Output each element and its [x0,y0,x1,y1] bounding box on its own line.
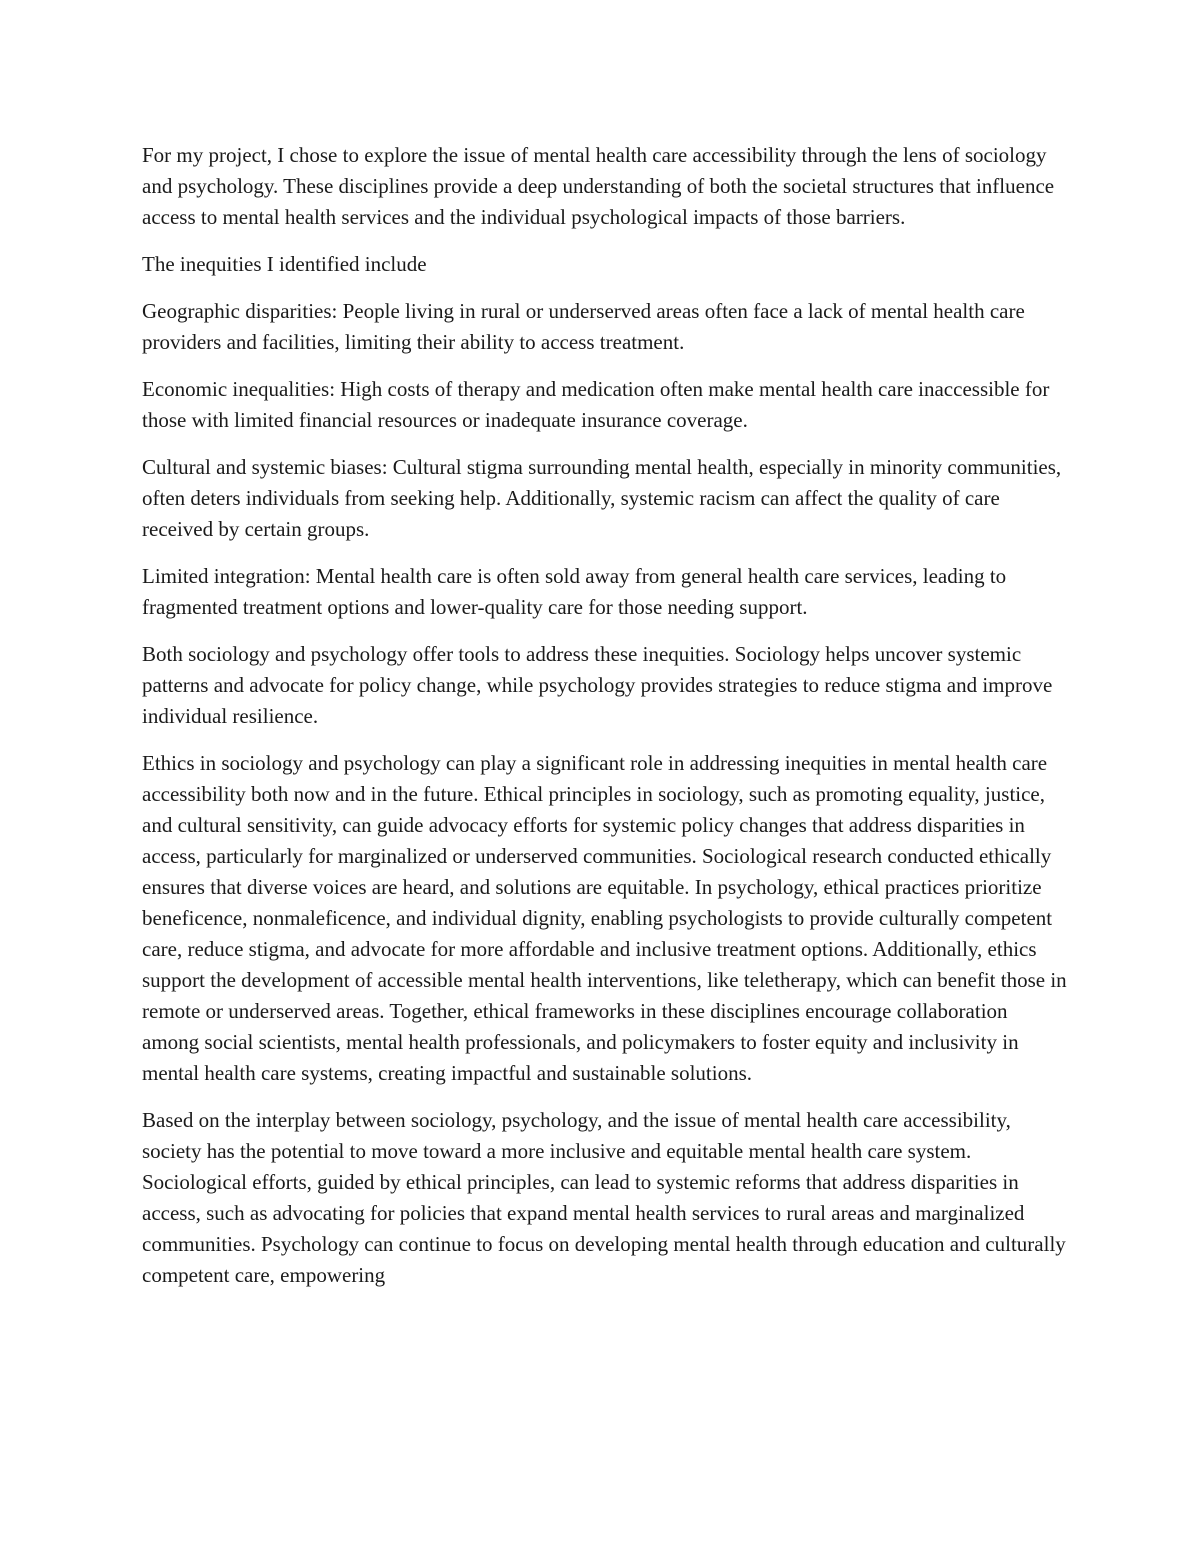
paragraph-tools: Both sociology and psychology offer tools to address these inequities. Sociology helps uncover systemic patterns and advocate for policy change, while psychology provides strategies to reduce stigma and improve individual resilience. [142,642,1053,728]
paragraph-geographic-disparities: Geographic disparities: People living in rural or underserved areas often face a lack of mental health care providers and facilities, limiting their ability to access treatment. [142,299,1025,354]
paragraph-economic-inequalities: Economic inequalities: High costs of therapy and medication often make mental health care inaccessible for those with limited financial resources or inadequate insurance coverage. [142,377,1050,432]
document-body [142,140,1067,1307]
paragraph-limited-integration: Limited integration: Mental health care is often sold away from general health care services, leading to fragmented treatment options and lower-quality care for those needing support. [142,564,1007,619]
paragraph-intro: For my project, I chose to explore the issue of mental health care accessibility through the lens of sociology and psychology. These disciplines provide a deep understanding of both the societal structures that influence access to mental health services and the individual psychological impacts of those barriers. [142,143,1055,229]
paragraph-inequities-heading: The inequities I identified include [142,252,427,276]
paragraph-cultural-biases: Cultural and systemic biases: Cultural stigma surrounding mental health, especially in minority communities, often deters individuals from seeking help. Additionally, systemic racism can affect the quality of care received by certain groups. [142,455,1062,541]
paragraph-interplay: Based on the interplay between sociology, psychology, and the issue of mental health care accessibility, society has the potential to move toward a more inclusive and equitable mental health care system. Sociological efforts, guided by ethical principles, can lead to systemic reforms that address disparities in access, such as advocating for policies that expand mental health services to rural areas and marginalized communities. Psychology can continue to focus on developing mental health through education and culturally competent care, empowering [142,1108,1066,1287]
paragraph-ethics: Ethics in sociology and psychology can play a significant role in addressing inequities in mental health care accessibility both now and in the future. Ethical principles in sociology, such as promoting equality, justice, and cultural sensitivity, can guide advocacy efforts for systemic policy changes that address disparities in access, particularly for marginalized or underserved communities. Sociological research conducted ethically ensures that diverse voices are heard, and solutions are equitable. In psychology, ethical practices prioritize beneficence, nonmaleficence, and individual dignity, enabling psychologists to provide culturally competent care, reduce stigma, and advocate for more affordable and inclusive treatment options. Additionally, ethics support the development of accessible mental health interventions, like teletherapy, which can benefit those in remote or underserved areas. Together, ethical frameworks in these disciplines encourage collaboration among social scientists, mental health professionals, and policymakers to foster equity and inclusivity in mental health care systems, creating impactful and sustainable solutions. [142,751,1067,1085]
